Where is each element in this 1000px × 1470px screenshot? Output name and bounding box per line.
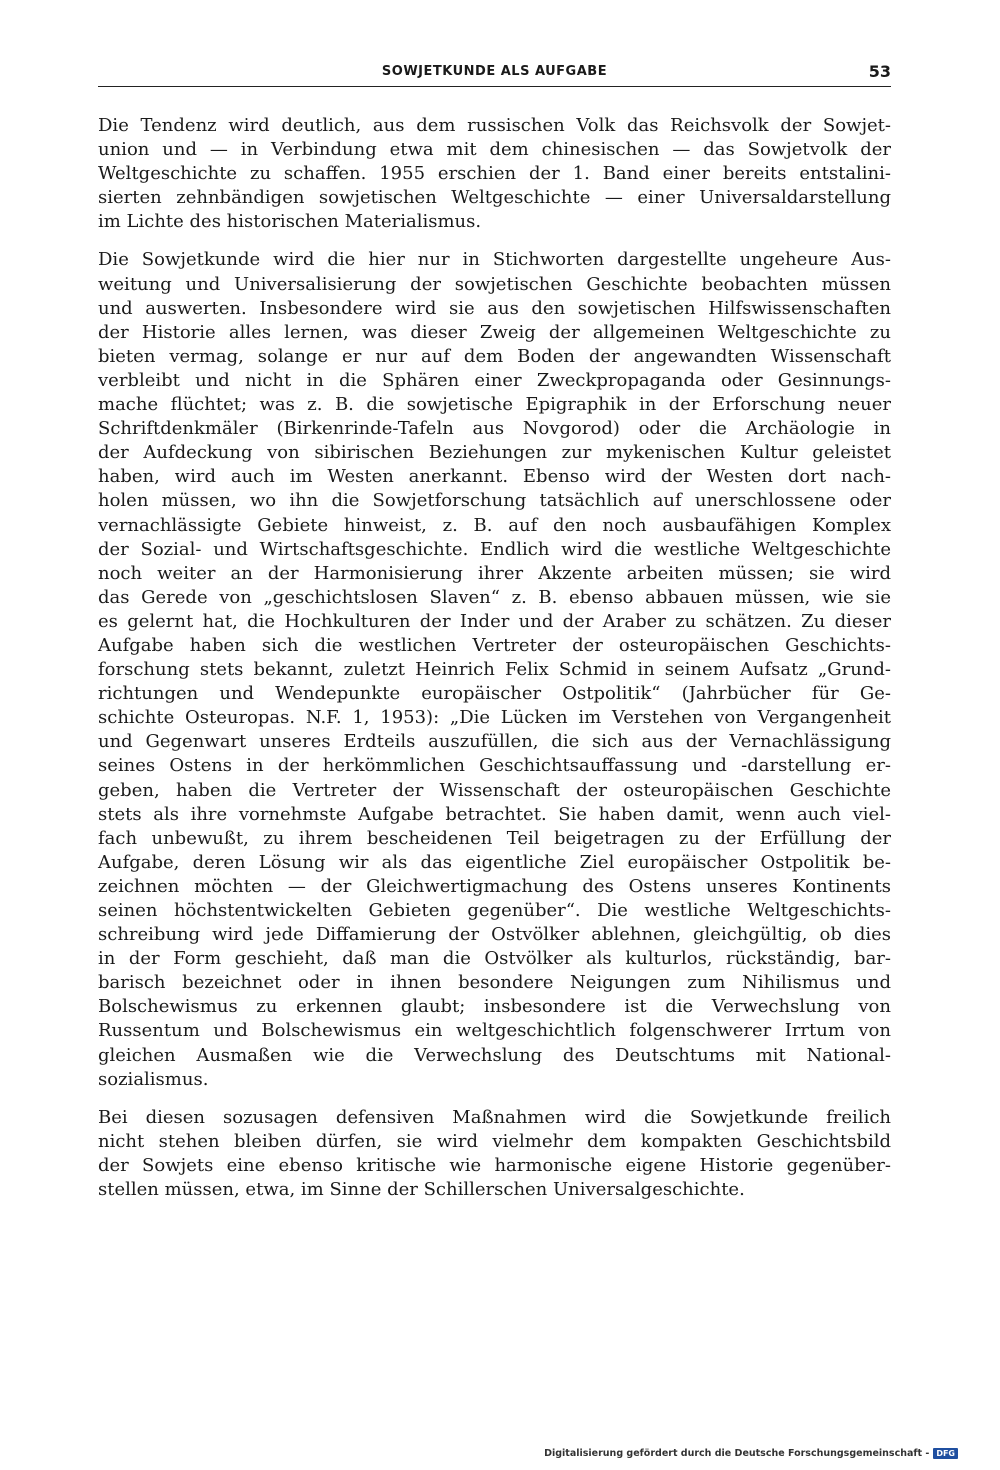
text-line: und Gegenwart unseres Erdteils auszufüllen, die sich aus der Vernachlässigung	[98, 731, 891, 753]
text-line: noch weiter an der Harmonisierung ihrer Akzente arbeiten müssen; sie wird	[98, 562, 891, 584]
text-line: das Gerede von „geschichtslosen Slaven“ z. B. ebenso abbauen müssen, wie sie	[98, 586, 891, 608]
text-line: verbleibt und nicht in die Sphären einer Zweckpropaganda oder Gesinnungs-	[98, 369, 891, 391]
text-line: sozialismus.	[98, 1068, 209, 1090]
page-number: 53	[868, 62, 891, 81]
text-line: forschung stets bekannt, zuletzt Heinrich Felix Schmid in seinem Aufsatz „Grund-	[98, 659, 891, 681]
text-line: der Historie alles lernen, was dieser Zweig der allgemeinen Weltgeschichte zu	[98, 321, 891, 343]
text-line: Aufgabe, deren Lösung wir als das eigentliche Ziel europäischer Ostpolitik be-	[98, 851, 891, 873]
text-line: nicht stehen bleiben dürfen, sie wird vielmehr dem kompakten Geschichtsbild	[98, 1130, 891, 1152]
text-line: schreibung wird jede Diffamierung der Ostvölker ablehnen, gleichgültig, ob dies	[98, 924, 891, 946]
text-line: der Sowjets eine ebenso kritische wie harmonische eigene Historie gegenüber-	[98, 1154, 891, 1176]
text-line: Aufgabe haben sich die westlichen Vertreter der osteuropäischen Geschichts-	[98, 634, 891, 656]
text-line: stellen müssen, etwa, im Sinne der Schillerschen Universalgeschichte.	[98, 1179, 745, 1201]
text-line: Bolschewismus zu erkennen glaubt; insbesondere ist die Verwechslung von	[98, 996, 891, 1018]
text-line: holen müssen, wo ihn die Sowjetforschung tatsächlich auf unerschlossene oder	[98, 490, 891, 512]
text-line: es gelernt hat, die Hochkulturen der Inder und der Araber zu schätzen. Zu dieser	[98, 610, 891, 632]
text-line: Weltgeschichte zu schaffen. 1955 erschien der 1. Band einer bereits entstalini-	[98, 163, 891, 185]
text-line: geben, haben die Vertreter der Wissenschaft der osteuropäischen Geschichte	[98, 779, 891, 801]
running-title: SOWJETKUNDE ALS AUFGABE	[381, 64, 608, 79]
text-line: gleichen Ausmaßen wie die Verwechslung des Deutschtums mit National-	[98, 1044, 891, 1066]
page-header	[98, 60, 891, 87]
text-line: Die Tendenz wird deutlich, aus dem russischen Volk das Reichsvolk der Sowjet-	[98, 115, 891, 136]
paragraph-3	[98, 1106, 891, 1202]
text-line: Russentum und Bolschewismus ein weltgeschichtlich folgenschwerer Irrtum von	[98, 1020, 891, 1042]
text-line: vernachlässigte Gebiete hinweist, z. B. auf den noch ausbaufähigen Komplex	[98, 514, 891, 536]
text-line: Bei diesen sozusagen defensiven Maßnahmen wird die Sowjetkunde freilich	[98, 1106, 891, 1128]
text-line: weitung und Universalisierung der sowjetischen Geschichte beobachten müssen	[98, 273, 891, 295]
text-line: mache flüchtet; was z. B. die sowjetische Epigraphik in der Erforschung neuer	[98, 394, 891, 416]
text-line: schichte Osteuropas. N.F. 1, 1953): „Die Lücken im Verstehen von Vergangenheit	[98, 707, 891, 729]
text-line: Die Sowjetkunde wird die hier nur in Stichworten dargestellte ungeheure Aus-	[98, 249, 891, 271]
text-line: Schriftdenkmäler (Birkenrinde-Tafeln aus Novgorod) oder die Archäologie in	[98, 418, 891, 440]
text-line: sierten zehnbändigen sowjetischen Weltgeschichte — einer Universaldarstellung	[98, 187, 891, 209]
text-line: seines Ostens in der herkömmlichen Geschichtsauffassung und -darstellung er-	[98, 755, 891, 777]
text-line: und auswerten. Insbesondere wird sie aus den sowjetischen Hilfswissenschaften	[98, 297, 891, 319]
body-text	[98, 114, 891, 1202]
text-line: haben, wird auch im Westen anerkannt. Ebenso wird der Westen dort nach-	[98, 466, 891, 488]
text-line: der Aufdeckung von sibirischen Beziehungen zur mykenischen Kultur geleistet	[98, 442, 891, 464]
credit-text: Digitalisierung gefördert durch die Deutsche Forschungsgemeinschaft -	[544, 1447, 930, 1459]
dfg-logo-icon: DFG	[933, 1448, 958, 1459]
text-line: richtungen und Wendepunkte europäischer Ostpolitik“ (Jahrbücher für Ge-	[98, 683, 891, 705]
text-line: im Lichte des historischen Materialismus.	[98, 211, 482, 233]
text-line: barisch bezeichnet oder in ihnen besondere Neigungen zum Nihilismus und	[98, 972, 891, 994]
text-line: stets als ihre vornehmste Aufgabe betrachtet. Sie haben damit, wenn auch viel-	[98, 803, 891, 825]
text-line: bieten vermag, solange er nur auf dem Boden der angewandten Wissenschaft	[98, 345, 891, 367]
text-line: zeichnen möchten — der Gleichwertigmachung des Ostens unseres Kontinents	[98, 875, 891, 897]
text-line: in der Form geschieht, daß man die Ostvölker als kulturlos, rückständig, bar-	[98, 948, 891, 970]
text-line: fach unbewußt, zu ihrem bescheidenen Teil beigetragen zu der Erfüllung der	[98, 827, 891, 849]
paragraph-1	[98, 114, 891, 234]
text-line: der Sozial- und Wirtschaftsgeschichte. Endlich wird die westliche Weltgeschichte	[98, 538, 891, 560]
paragraph-2	[98, 248, 891, 1091]
text-line: seinen höchstentwickelten Gebieten gegenüber“. Die westliche Weltgeschichts-	[98, 900, 891, 921]
text-line: union und — in Verbindung etwa mit dem chinesischen — das Sowjetvolk der	[98, 139, 891, 161]
digitization-credit	[544, 1445, 958, 1461]
